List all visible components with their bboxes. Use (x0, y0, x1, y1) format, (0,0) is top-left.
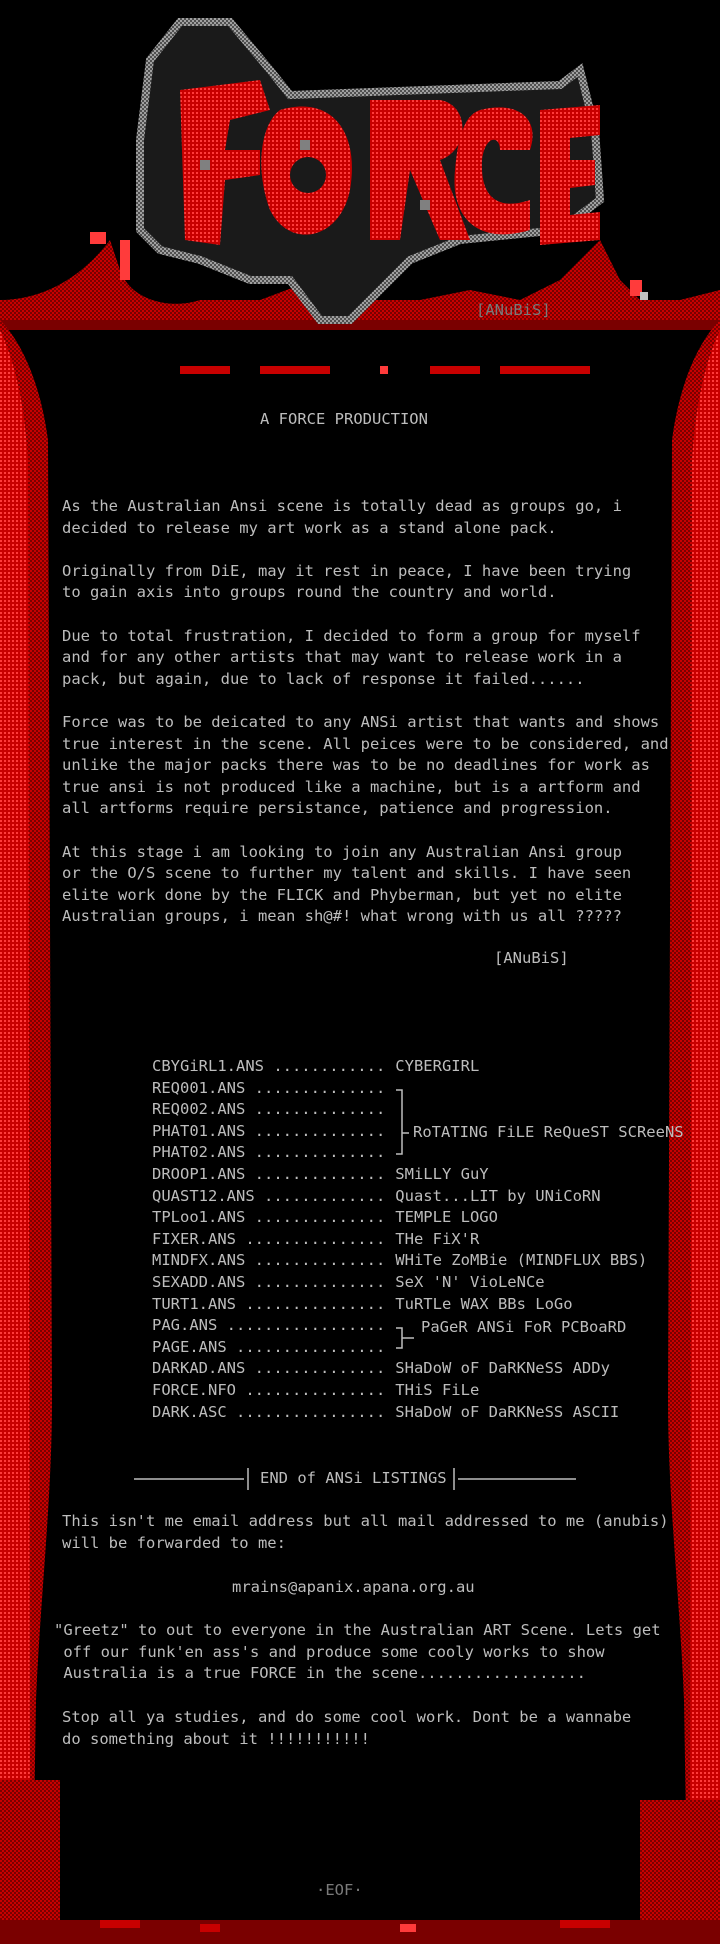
listing-row (152, 1402, 647, 1424)
intro-line: all artforms require persistance, patience and progression. (62, 799, 613, 818)
intro-line: unlike the major packs there was to be no deadlines for work as (62, 756, 650, 775)
listing-file: TPLoo1.ANS .............. (152, 1208, 386, 1227)
intro-line: elite work done by the FLICK and Phyberman, but yet no elite (62, 885, 622, 904)
intro-line: As the Australian Ansi scene is totally dead as groups go, i (62, 497, 622, 515)
closing-line: do something about it !!!!!!!!!!! (62, 1729, 370, 1748)
eof-label: EOF (325, 1881, 354, 1899)
listing-desc: SMiLLY GuY (395, 1164, 489, 1183)
listing-row (152, 1056, 647, 1078)
listing-desc: SHaDoW oF DaRKNeSS ADDy (395, 1359, 610, 1378)
pager-group-label: PaGeR ANSi FoR PCBoaRD (421, 1318, 627, 1336)
listing-row (152, 1337, 647, 1359)
listing-row (152, 1099, 647, 1121)
listing-row (152, 1272, 647, 1294)
left-frame (0, 320, 60, 1944)
signature: [ANuBiS] (494, 949, 569, 967)
listing-row (152, 1294, 647, 1316)
listing-file: REQ001.ANS .............. (152, 1078, 386, 1097)
intro-line: Due to total frustration, I decided to form a group for myself (62, 626, 641, 645)
listing-row (152, 1142, 647, 1164)
listing-desc: THiS FiLe (395, 1380, 480, 1399)
bottom-blood-band (0, 1920, 720, 1944)
listing-file: MINDFX.ANS .............. (152, 1251, 386, 1270)
listing-file: FORCE.NFO ............... (152, 1380, 386, 1399)
intro-line: Force was to be deicated to any ANSi artist that wants and shows (62, 712, 660, 731)
listing-file: CBYGiRL1.ANS ............ (152, 1057, 386, 1075)
listing-desc: SHaDoW oF DaRKNeSS ASCII (395, 1402, 620, 1421)
intro-line: Australian groups, i mean sh@#! what wrong with us all ????? (62, 907, 622, 926)
production-title: A FORCE PRODUCTION (260, 410, 428, 428)
listing-row (152, 1207, 647, 1229)
end-listings-banner: END of ANSi LISTINGS (260, 1469, 447, 1487)
listing-row (152, 1250, 647, 1272)
listing-row (152, 1229, 647, 1251)
listing-desc: THe FiX'R (395, 1229, 480, 1248)
listing-file: DARKAD.ANS .............. (152, 1359, 386, 1378)
intro-line: pack, but again, due to lack of response it failed...... (62, 669, 585, 688)
listing-desc: Quast...LIT by UNiCoRN (395, 1186, 601, 1205)
mail-text (62, 1511, 669, 1554)
listing-file: QUAST12.ANS ............. (152, 1186, 386, 1205)
listing-row (152, 1078, 647, 1100)
intro-line: or the O/S scene to further my talent and skills. I have seen (62, 864, 632, 883)
listing-file: SEXADD.ANS .............. (152, 1272, 386, 1291)
listing-file: PAGE.ANS ................ (152, 1337, 386, 1356)
listing-file: PAG.ANS ................. (152, 1316, 386, 1335)
closing-line: Stop all ya studies, and do some cool work. Dont be a wannabe (62, 1708, 632, 1726)
intro-text (62, 496, 669, 928)
mail-line: This isn't me email address but all mail addressed to me (anubis) (62, 1512, 669, 1530)
listing-file: DROOP1.ANS .............. (152, 1164, 386, 1183)
closing-text (62, 1707, 631, 1750)
greetz-line: "Greetz" to out to everyone in the Australian ART Scene. Lets get (54, 1621, 661, 1639)
greetz-line: Australia is a true FORCE in the scene.................. (54, 1664, 586, 1683)
email-address[interactable]: mrains@apanix.apana.org.au (232, 1578, 475, 1596)
listing-desc: TuRTLe WAX BBs LoGo (395, 1294, 573, 1313)
force-logo (140, 22, 600, 320)
listing-desc: WHiTe ZoMBie (MINDFLUX BBS) (395, 1251, 648, 1270)
greetz-text (54, 1620, 661, 1685)
listing-file: PHAT01.ANS .............. (152, 1121, 386, 1140)
intro-line: Originally from DiE, may it rest in peace, I have been trying (62, 561, 632, 580)
ansi-listing (152, 1056, 647, 1423)
listing-row (152, 1186, 647, 1208)
listing-file: PHAT02.ANS .............. (152, 1143, 386, 1162)
eof-marker: ·EOF· (316, 1881, 363, 1899)
intro-line: and for any other artists that may want to release work in a (62, 648, 622, 667)
intro-line: true interest in the scene. All peices were to be considered, and (62, 734, 669, 753)
listing-desc: TEMPLE LOGO (395, 1208, 498, 1227)
request-group-label: RoTATING FiLE ReQueST SCReeNS (413, 1123, 684, 1141)
listing-file: DARK.ASC ................ (152, 1402, 386, 1421)
listing-row (152, 1380, 647, 1402)
intro-line: decided to release my art work as a stand alone pack. (62, 518, 557, 537)
listing-file: REQ002.ANS .............. (152, 1100, 386, 1119)
intro-line: to gain axis into groups round the country and world. (62, 583, 557, 602)
mail-line: will be forwarded to me: (62, 1533, 286, 1552)
artist-tag: [ANuBiS] (476, 301, 551, 319)
listing-desc: SeX 'N' VioLeNCe (395, 1272, 545, 1291)
listing-file: TURT1.ANS ............... (152, 1294, 386, 1313)
listing-desc: CYBERGIRL (395, 1057, 480, 1075)
intro-line: At this stage i am looking to join any Australian Ansi group (62, 842, 622, 861)
listing-row (152, 1164, 647, 1186)
greetz-line: off our funk'en ass's and produce some cooly works to show (54, 1642, 605, 1661)
listing-row (152, 1358, 647, 1380)
listing-file: FIXER.ANS ............... (152, 1229, 386, 1248)
intro-line: true ansi is not produced like a machine, but is a artform and (62, 777, 641, 796)
